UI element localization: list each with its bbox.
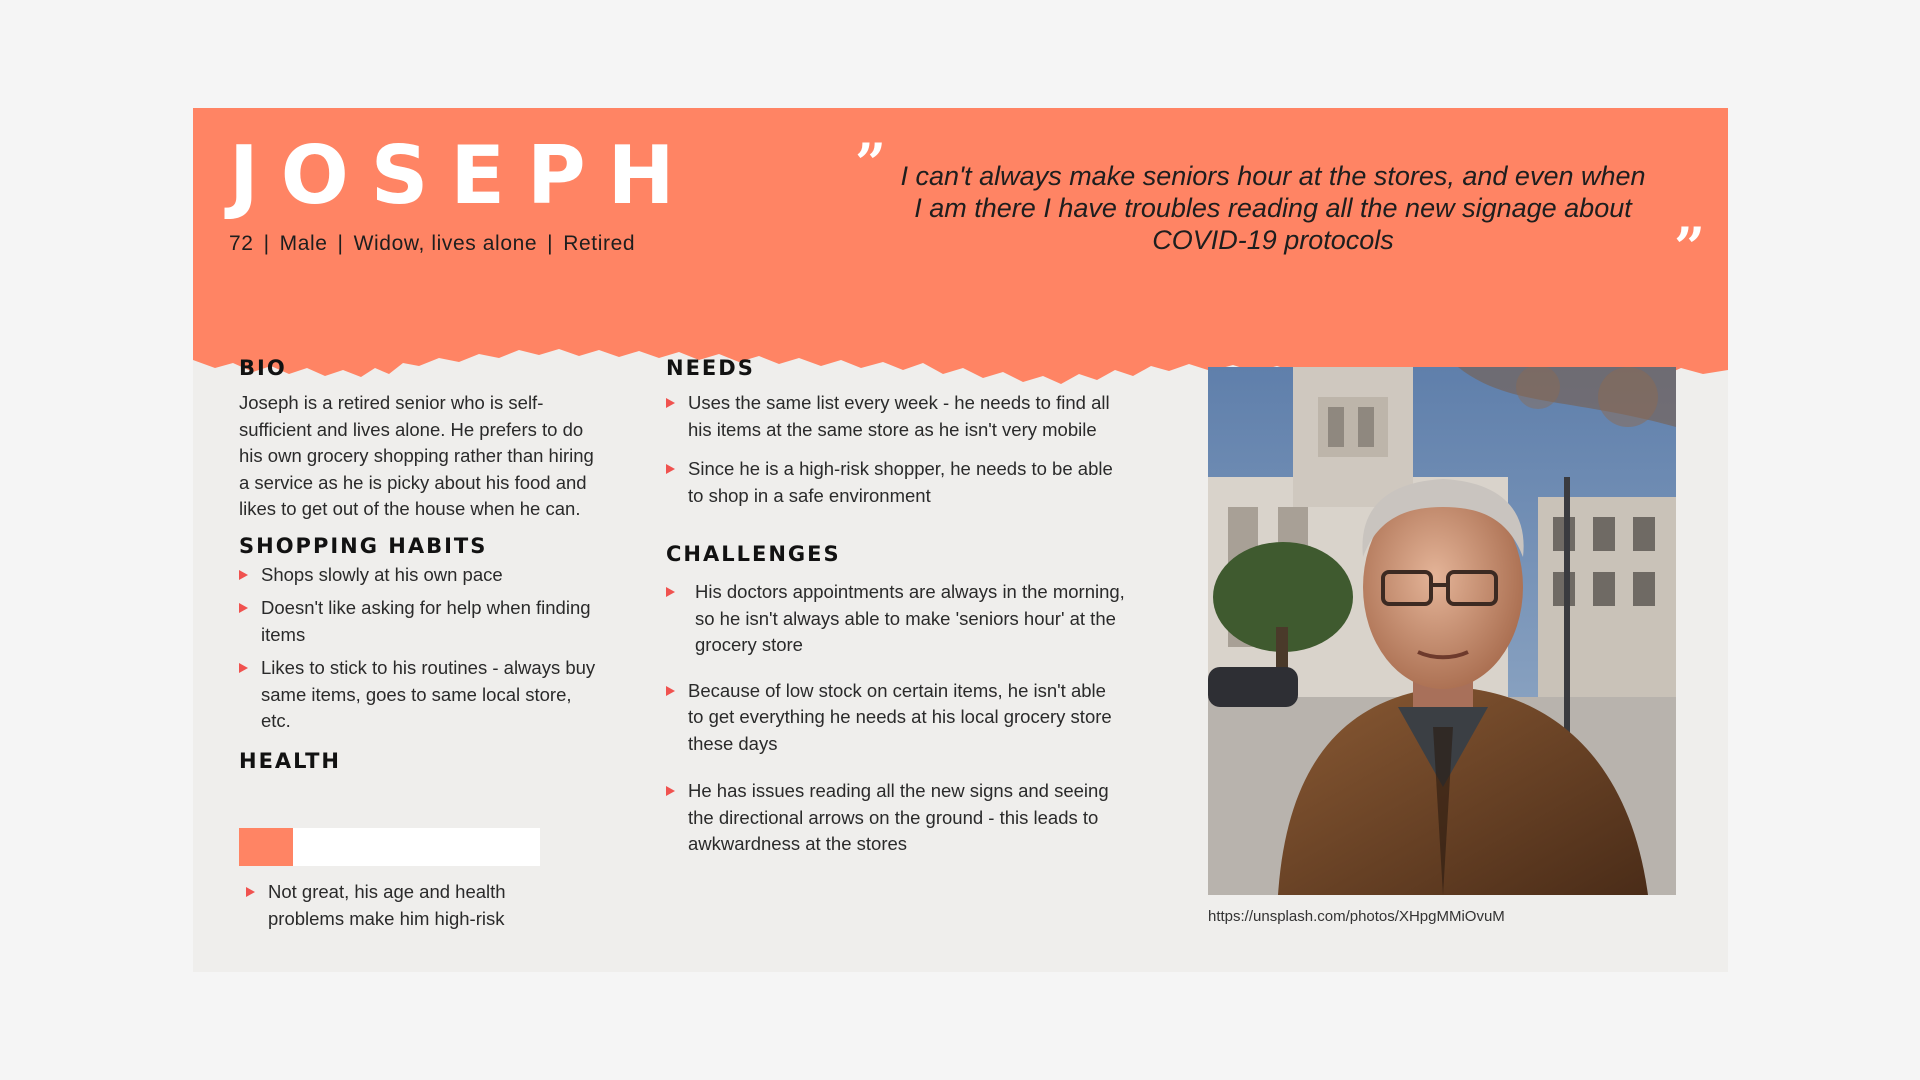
left-column	[239, 348, 599, 773]
persona-gender: Male	[279, 232, 328, 255]
bullet-arrow-icon	[666, 786, 675, 796]
bio-text: Joseph is a retired senior who is self-sufficient and lives alone. He prefers to do his own grocery shopping rather than hiring a service as he is picky about his food and likes to get out of the house when he can.	[239, 392, 594, 519]
health-level-bar	[239, 828, 540, 866]
persona-status: Retired	[563, 232, 636, 255]
persona-demographics	[229, 232, 635, 256]
bullet-arrow-icon	[246, 887, 255, 897]
challenges-heading: CHALLENGES	[666, 542, 841, 566]
list-item: Doesn't like asking for help when finding items	[239, 595, 599, 648]
persona-name: JOSEPH	[229, 129, 697, 222]
list-item: He has issues reading all the new signs and seeing the directional arrows on the ground - this leads to awkwardness at the stores	[666, 778, 1126, 858]
meta-separator: |	[337, 232, 344, 255]
photo-credit: https://unsplash.com/photos/XHpgMMiOvuM	[1208, 908, 1505, 925]
list-item: Shops slowly at his own pace	[239, 562, 599, 589]
list-item: Because of low stock on certain items, he isn't able to get everything he needs at his local grocery store these days	[666, 678, 1126, 758]
bullet-arrow-icon	[239, 663, 248, 673]
shopping-habits-list	[239, 562, 599, 735]
list-item: His doctors appointments are always in the morning, so he isn't always able to make 'seniors hour' at the grocery store	[666, 579, 1126, 659]
list-item: Since he is a high-risk shopper, he needs to be able to shop in a safe environment	[666, 456, 1126, 509]
needs-heading: NEEDS	[666, 356, 755, 380]
persona-photo	[1208, 367, 1676, 895]
health-list	[246, 879, 576, 932]
bullet-arrow-icon	[239, 603, 248, 613]
list-item: Uses the same list every week - he needs to find all his items at the same store as he isn't very mobile	[666, 390, 1126, 443]
needs-list	[666, 390, 1126, 509]
meta-separator: |	[547, 232, 554, 255]
bullet-arrow-icon	[666, 464, 675, 474]
health-level-fill	[239, 828, 293, 866]
list-item: Not great, his age and health problems make him high-risk	[246, 879, 576, 932]
portrait-illustration	[1208, 367, 1676, 895]
persona-age: 72	[229, 232, 254, 255]
persona-quote: I can't always make seniors hour at the stores, and even when I am there I have troubles reading all the new signage about COVID-19 protocols	[900, 161, 1646, 255]
bio-heading: BIO	[239, 356, 287, 380]
meta-separator: |	[263, 232, 270, 255]
close-quote-mark: ”	[1674, 215, 1706, 279]
shopping-habits-heading: SHOPPING HABITS	[239, 533, 488, 558]
bullet-arrow-icon	[239, 570, 248, 580]
middle-column	[666, 348, 1126, 858]
health-heading: HEALTH	[239, 748, 341, 773]
persona-card	[193, 108, 1728, 972]
challenges-list	[666, 579, 1126, 858]
open-quote-mark: ”	[855, 131, 887, 195]
bullet-arrow-icon	[666, 587, 675, 597]
persona-living: Widow, lives alone	[353, 232, 538, 255]
bullet-arrow-icon	[666, 398, 675, 408]
bullet-arrow-icon	[666, 686, 675, 696]
list-item: Likes to stick to his routines - always buy same items, goes to same local store, etc.	[239, 655, 599, 735]
